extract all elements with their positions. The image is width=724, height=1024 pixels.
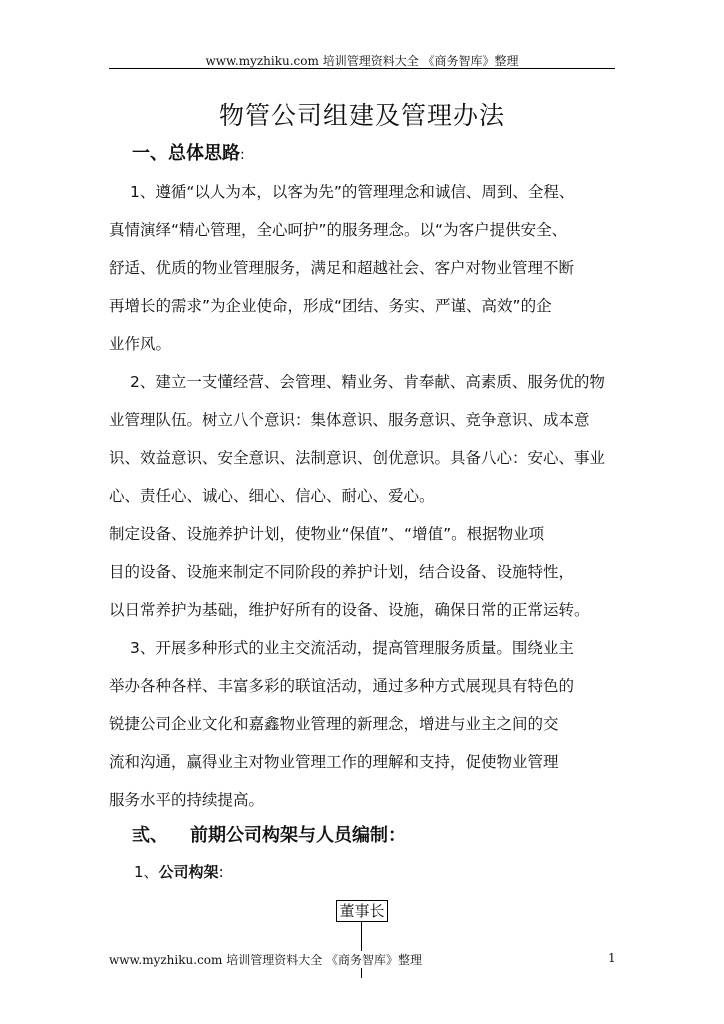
paragraph-line: 再增长的需求”为企业使命，形成“团结、务实、严谨、高效”的企 bbox=[109, 297, 552, 315]
paragraph-line: 目的设备、设施来制定不同阶段的养护计划，结合设备、设施特性， bbox=[109, 563, 575, 581]
section-2-heading-text: 前期公司构架与人员编制： bbox=[190, 825, 406, 846]
paragraph-line: 锐捷公司企业文化和嘉鑫物业管理的新理念，增进与业主之间的交 bbox=[109, 715, 559, 733]
subsection-heading-text: 公司构架 bbox=[158, 863, 219, 881]
subsection-heading bbox=[134, 861, 224, 882]
document-title: 物管公司组建及管理办法 bbox=[218, 101, 505, 130]
paragraph-line: 业作风。 bbox=[109, 335, 172, 353]
page-footer: www.myzhiku.com 培训管理资料大全 《商务智库》整理 bbox=[109, 953, 423, 967]
paragraph-line: 流和沟通，赢得业主对物业管理工作的理解和支持，促使物业管理 bbox=[109, 753, 559, 771]
org-chart-chairman-box: 董事长 bbox=[336, 900, 388, 922]
paragraph-line: 真情演绎“精心管理，全心呵护”的服务理念。以“为客户提供安全、 bbox=[109, 221, 568, 239]
org-chart-connector bbox=[361, 922, 362, 978]
section-1-heading bbox=[132, 139, 245, 165]
section-2-number: 弎、 bbox=[132, 825, 168, 846]
paragraph-line: 3、开展多种形式的业主交流活动，提高管理服务质量。围绕业主 bbox=[130, 639, 574, 657]
paragraph-line: 制定设备、设施养护计划，使物业“保值”、“增值”。根据物业项 bbox=[109, 525, 545, 543]
subsection-colon: : bbox=[218, 863, 224, 881]
paragraph-line: 以日常养护为基础，维护好所有的设备、设施，确保日常的正常运转。 bbox=[109, 601, 590, 619]
paragraph-line: 1、遵循“以人为本，以客为先”的管理理念和诚信、周到、全程、 bbox=[130, 183, 575, 201]
page-header: www.myzhiku.com 培训管理资料大全 《商务智库》整理 bbox=[205, 54, 519, 68]
page-number: 1 bbox=[608, 951, 616, 965]
paragraph-line: 服务水平的持续提高。 bbox=[109, 791, 265, 809]
paragraph-line: 2、建立一支懂经营、会管理、精业务、肯奉献、高素质、服务优的物 bbox=[130, 373, 605, 391]
paragraph-line: 心、责任心、诚心、细心、信心、耐心、爱心。 bbox=[109, 487, 435, 505]
section-1-heading-colon: : bbox=[240, 147, 245, 163]
paragraph-line: 识、效益意识、安全意识、法制意识、创优意识。具备八心：安心、事业 bbox=[109, 449, 606, 467]
section-1-heading-text: 一、总体思路 bbox=[132, 143, 240, 164]
header-rule bbox=[109, 68, 615, 69]
subsection-number: 1、 bbox=[134, 863, 159, 881]
paragraph-line: 舒适、优质的物业管理服务，满足和超越社会、客户对物业管理不断 bbox=[109, 259, 575, 277]
section-2-heading bbox=[132, 821, 406, 847]
paragraph-line: 举办各种各样、丰富多彩的联谊活动，通过多种方式展现具有特色的 bbox=[109, 677, 575, 695]
paragraph-line: 业管理队伍。树立八个意识：集体意识、服务意识、竞争意识、成本意 bbox=[109, 411, 590, 429]
